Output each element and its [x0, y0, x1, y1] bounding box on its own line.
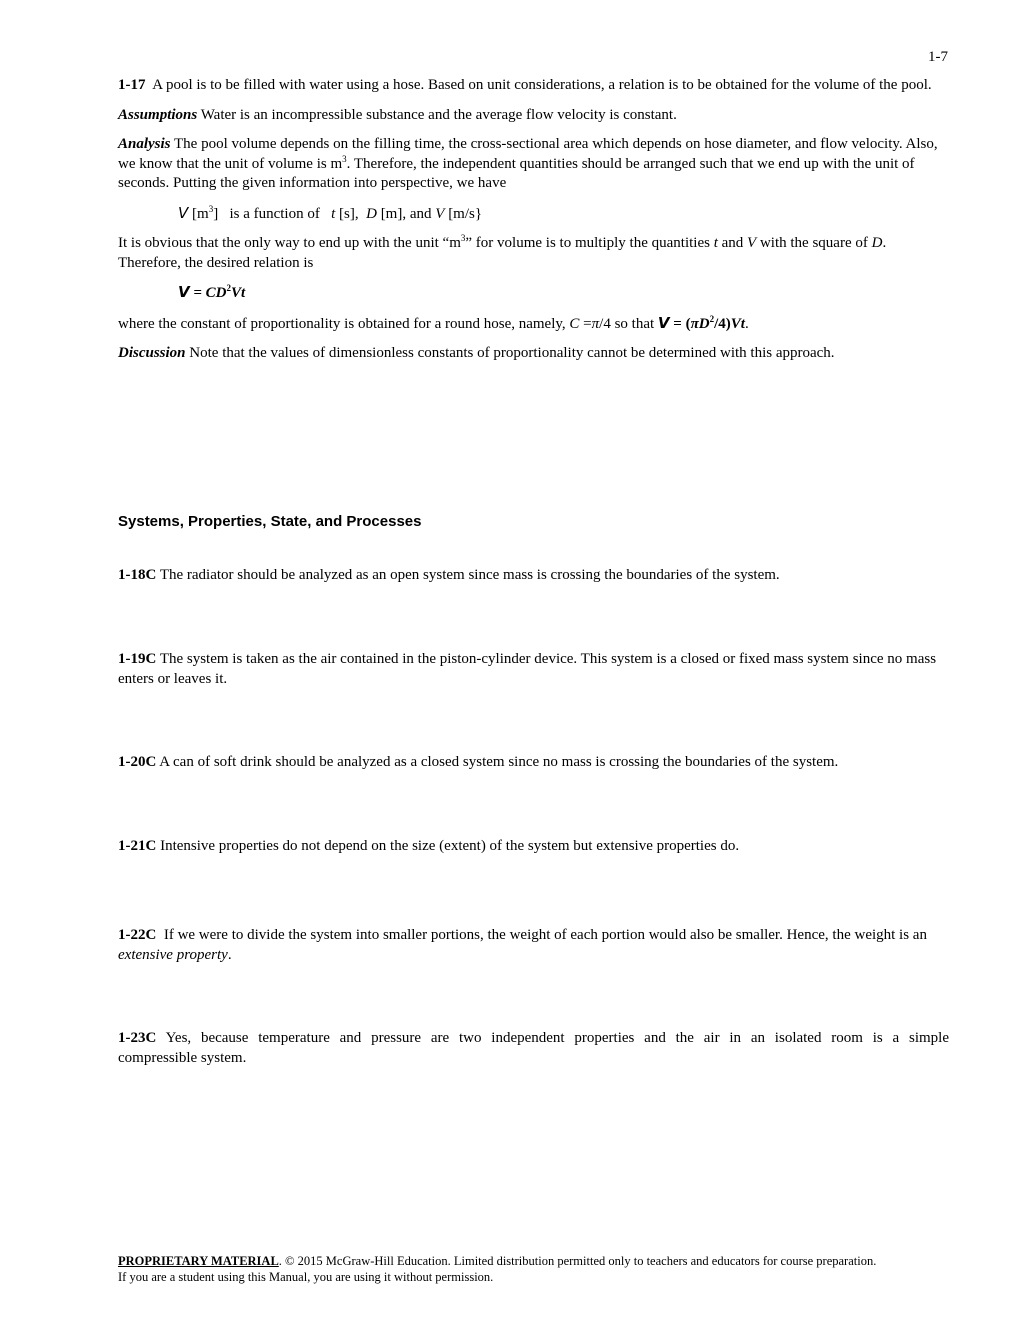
unit: [m — [192, 205, 209, 222]
text: where the constant of proportionality is obtained for a round hose, namely, — [118, 315, 566, 332]
variable-d: D — [698, 315, 710, 332]
analysis-label: Analysis — [118, 136, 171, 152]
footer-text: . © 2015 McGraw-Hill Education. Limited distribution permitted only to teachers and educators for course preparation. — [278, 1254, 877, 1268]
problem-1-17 — [118, 76, 949, 364]
superscript: 3 — [460, 233, 466, 243]
problem-1-23C — [118, 1029, 949, 1068]
problem-number: 1-23C — [118, 1030, 157, 1046]
problem-number: 1-21C — [118, 838, 157, 854]
text: with the square of — [759, 235, 868, 251]
variable-c: C — [569, 315, 580, 332]
unit: [m], and — [380, 205, 432, 222]
analysis — [118, 135, 949, 194]
problem-text: The system is taken as the air contained in the piston-cylinder device. This system is a closed or fixed mass system since no mass enters or leaves it. — [118, 651, 937, 687]
assumptions — [118, 106, 949, 126]
problem-line-1 — [118, 1029, 949, 1049]
problem-1-19C — [118, 650, 949, 689]
discussion-text: Note that the values of dimensionless constants of proportionality cannot be determined with this approach. — [189, 345, 835, 361]
problem-number: 1-22C — [118, 927, 157, 943]
text: . Therefore, the desired relation is — [118, 235, 887, 271]
problem-1-21C — [118, 837, 949, 857]
text: /4 so that — [599, 315, 655, 332]
problem-number: 1-18C — [118, 567, 157, 583]
problem-number: 1-19C — [118, 651, 157, 667]
problem-number: 1-17 — [118, 77, 146, 93]
equation: = CD — [193, 285, 227, 301]
text: = — [583, 315, 592, 332]
proprietary-label: PROPRIETARY MATERIAL — [118, 1254, 279, 1268]
analysis-text-cont: . Therefore, the independent quantities should be arranged such that we end up with the unit of seconds. Putting the given information into perspective, we have — [118, 155, 915, 191]
discussion-label: Discussion — [118, 345, 186, 361]
problem-text: A pool is to be filled with water using a hose. Based on unit considerations, a relation is to be obtained for the volume of the pool. — [152, 77, 932, 93]
problem-number: 1-20C — [118, 754, 157, 770]
emphasis: extensive property — [118, 946, 228, 963]
problem-1-22C — [118, 926, 949, 965]
problem-line-2: compressible system. — [118, 1049, 247, 1066]
assumptions-text: Water is an incompressible substance and the average flow velocity is constant. — [200, 106, 677, 123]
superscript: 2 — [226, 283, 231, 293]
variable-v: V — [747, 235, 757, 251]
footer-line-2: If you are a student using this Manual, you are using it without permission. — [118, 1270, 494, 1284]
problem-text: Yes, because temperature and pressure are two independent properties and the air in an isolated room is a simple — [165, 1030, 949, 1046]
assumptions-label: Assumptions — [118, 106, 198, 123]
unit: [s], — [339, 205, 359, 222]
volume-symbol: V — [657, 313, 670, 332]
pi-symbol: π — [591, 315, 600, 332]
problem-1-20C — [118, 753, 949, 773]
variable-d: D — [871, 235, 883, 251]
text: It is obvious that the only way to end up with the unit “m — [118, 235, 461, 251]
where-paragraph — [118, 314, 949, 335]
volume-symbol: V — [178, 203, 189, 222]
obvious-paragraph — [118, 234, 949, 273]
problem-text: Intensive properties do not depend on the size (extent) of the system but extensive properties do. — [160, 838, 740, 854]
superscript: 3 — [342, 153, 347, 164]
analysis-text: The pool volume depends on the filling time, the cross-sectional area which depends on hose diameter, and flow velocity. Also, we know that the unit of volume is m — [118, 136, 938, 172]
unit: ] — [213, 205, 219, 222]
problem-text: If we were to divide the system into smaller portions, the weight of each portion would also be smaller. Hence, the weight is an — [163, 927, 927, 943]
equation: /4) — [714, 315, 731, 332]
section-heading: Systems, Properties, State, and Processes — [118, 513, 422, 530]
superscript: 3 — [208, 203, 214, 214]
variable-v: V — [435, 205, 445, 222]
equation: Vt — [730, 315, 745, 332]
problem-text: The radiator should be analyzed as an open system since mass is crossing the boundaries of the system. — [159, 567, 780, 583]
equation: Vt — [231, 285, 246, 301]
text: . — [744, 315, 749, 332]
footer — [118, 1253, 958, 1285]
superscript: 2 — [709, 313, 715, 324]
pi-symbol: π — [690, 315, 699, 332]
variable-t: t — [713, 235, 718, 251]
equation: = ( — [673, 315, 691, 332]
function-text: is a function of — [229, 205, 320, 222]
text: . — [227, 946, 232, 963]
text: ” for volume is to multiply the quantities — [465, 235, 710, 251]
discussion — [118, 344, 949, 364]
page-number: 1-7 — [928, 49, 948, 65]
variable-d: D — [366, 205, 377, 222]
footer-line-1 — [118, 1253, 958, 1269]
function-statement — [118, 204, 949, 225]
problem-text: A can of soft drink should be analyzed as a closed system since no mass is crossing the boundaries of the system. — [159, 754, 839, 770]
problem-1-17-statement — [118, 76, 949, 96]
text: and — [721, 235, 744, 251]
volume-symbol: V — [178, 283, 190, 301]
unit: [m/s} — [448, 205, 483, 222]
relation-equation — [118, 283, 949, 304]
problem-1-18C — [118, 566, 949, 586]
variable-t: t — [331, 205, 336, 222]
